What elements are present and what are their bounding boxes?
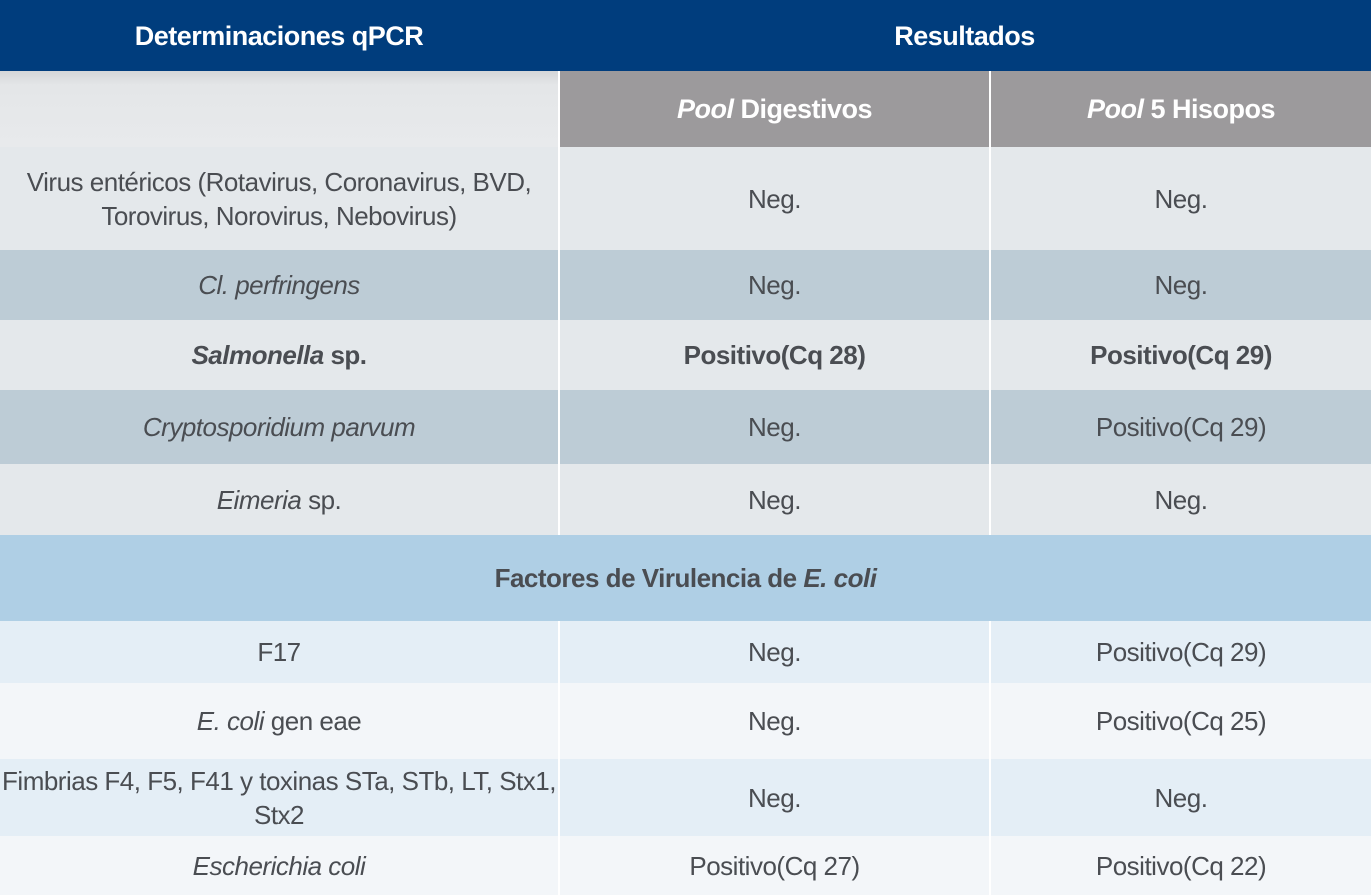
- row-label: F17: [257, 637, 301, 667]
- table-row: [0, 250, 1371, 320]
- result-pool-hisopos: Positivo(Cq 22): [989, 836, 1371, 895]
- result-pool-digestivos: Neg.: [558, 250, 989, 320]
- table-row: [0, 836, 1371, 895]
- row-label-italic: Cl. perfringens: [198, 270, 360, 300]
- section-title-italic: E. coli: [803, 563, 877, 593]
- row-label-text: sp.: [301, 484, 342, 515]
- result-pool-digestivos: Positivo(Cq 27): [558, 836, 989, 895]
- result-pool-digestivos: Positivo(Cq 28): [558, 320, 989, 390]
- result-pool-hisopos: Positivo(Cq 29): [989, 390, 1371, 464]
- row-label: [0, 390, 558, 464]
- result-pool-digestivos: Neg.: [558, 147, 989, 250]
- row-label-italic: Salmonella: [191, 340, 324, 370]
- row-label: [0, 147, 558, 250]
- row-label-italic: Cryptosporidium parvum: [142, 412, 416, 442]
- table-row: [0, 390, 1371, 464]
- row-label-italic: Eimeria: [216, 484, 302, 515]
- result-pool-digestivos: Neg.: [558, 621, 989, 683]
- table-row-highlighted: [0, 320, 1371, 390]
- result-pool-hisopos: Neg.: [989, 147, 1371, 250]
- row-label: Fimbrias F4, F5, F41 y toxinas STa, STb, LT, Stx1, Stx2: [2, 765, 556, 830]
- section-title: [0, 535, 1371, 621]
- table-row: [0, 147, 1371, 250]
- table-subheader-row: [0, 71, 1371, 147]
- table-row: [0, 759, 1371, 836]
- subheader-pool-digestivos: [558, 71, 989, 147]
- result-pool-hisopos: Positivo(Cq 25): [989, 683, 1371, 759]
- header-determinaciones: Determinaciones qPCR: [134, 20, 424, 51]
- row-label: [0, 250, 558, 320]
- subheader-empty-cell: [0, 71, 558, 147]
- table-header-row: [0, 0, 1371, 71]
- header-resultados: Resultados: [894, 20, 1035, 51]
- result-pool-hisopos: Neg.: [989, 250, 1371, 320]
- result-pool-hisopos: Neg.: [989, 759, 1371, 836]
- row-label-italic: Escherichia coli: [192, 850, 366, 881]
- subheader-col2-text: Digestivos: [733, 94, 873, 124]
- row-label-text: sp.: [323, 340, 367, 370]
- row-label-text: gen eae: [264, 706, 362, 736]
- table-row: [0, 621, 1371, 683]
- row-label: [0, 683, 558, 759]
- row-label-italic: E. coli: [196, 706, 265, 736]
- result-pool-hisopos: Positivo(Cq 29): [989, 320, 1371, 390]
- section-header-virulence-factors: [0, 535, 1371, 621]
- row-label-line2: Torovirus, Norovirus, Nebovirus): [101, 200, 457, 231]
- subheader-col3-text: 5 Hisopos: [1143, 94, 1276, 124]
- row-label: [0, 836, 558, 895]
- table-row: [0, 683, 1371, 759]
- table-row: [0, 464, 1371, 535]
- result-pool-digestivos: Neg.: [558, 390, 989, 464]
- row-label: [0, 320, 558, 390]
- subheader-col3-italic: Pool: [1086, 94, 1144, 124]
- subheader-col2-italic: Pool: [676, 94, 734, 124]
- section-title-text: Factores de Virulencia de: [494, 563, 804, 593]
- result-pool-hisopos: Positivo(Cq 29): [989, 621, 1371, 683]
- result-pool-hisopos: Neg.: [989, 464, 1371, 535]
- result-pool-digestivos: Neg.: [558, 683, 989, 759]
- row-label: [0, 464, 558, 535]
- subheader-pool-hisopos: [989, 71, 1371, 147]
- result-pool-digestivos: Neg.: [558, 759, 989, 836]
- result-pool-digestivos: Neg.: [558, 464, 989, 535]
- row-label-line1: Virus entéricos (Rotavirus, Coronavirus, BVD,: [26, 166, 532, 197]
